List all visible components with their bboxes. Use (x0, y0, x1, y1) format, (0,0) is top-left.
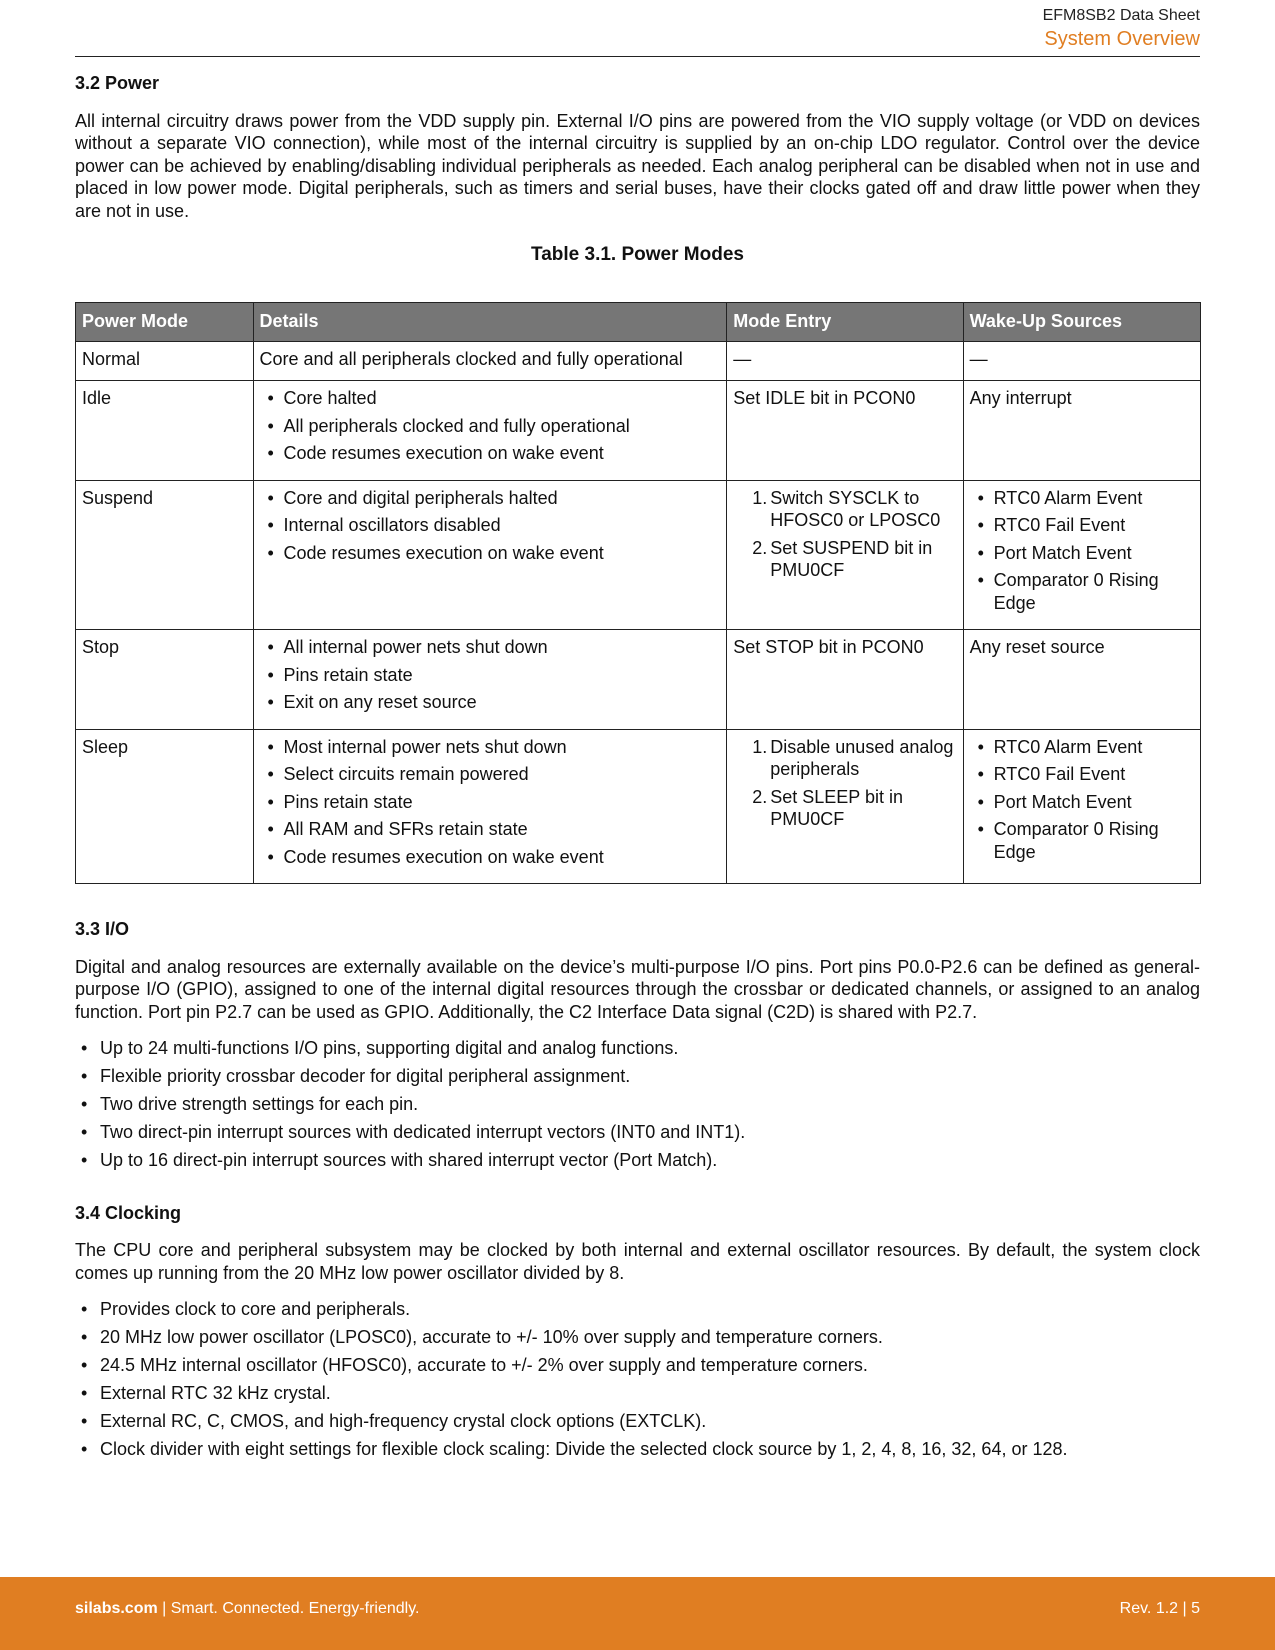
wake-cell: — (963, 341, 1200, 381)
table-title: Table 3.1. Power Modes (531, 244, 744, 265)
wake-cell: Any reset source (963, 630, 1200, 730)
wake-item: • Comparator 0 Rising Edge (970, 569, 1194, 614)
detail-item: • All peripherals clocked and fully operational (260, 415, 721, 438)
page-header (1043, 6, 1200, 52)
detail-item: • Pins retain state (260, 664, 721, 687)
wake-item: • RTC0 Alarm Event (970, 736, 1194, 759)
clocking-paragraph: The CPU core and peripheral subsystem may be clocked by both internal and external oscillator resources. By default, the system clock comes up running from the 20 MHz low power oscillator divided by 8. (75, 1240, 1200, 1283)
entry-cell: Set IDLE bit in PCON0 (727, 381, 963, 481)
detail-item: • Select circuits remain powered (260, 763, 721, 786)
list-item: • Up to 24 multi-functions I/O pins, supporting digital and analog functions. (75, 1037, 1200, 1060)
section-title: System Overview (1044, 28, 1200, 50)
detail-item: • Internal oscillators disabled (260, 514, 721, 537)
detail-item: • Core and digital peripherals halted (260, 487, 721, 510)
clocking-bullet-list (75, 1298, 1200, 1461)
detail-item: • Code resumes execution on wake event (260, 542, 721, 565)
col-header-mode-entry: Mode Entry (727, 302, 963, 341)
list-item: • Up to 16 direct-pin interrupt sources with shared interrupt vector (Port Match). (75, 1149, 1200, 1172)
io-paragraph: Digital and analog resources are externally available on the device’s multi-purpose I/O pins. Port pins P0.0-P2.6 can be defined as general-purpose I/O (GPIO), assigned to one of the internal digital resources through the crossbar or dedicated channels, or assigned to an analog function. Port pin P2.7 can be used as GPIO. Additionally, the C2 Interface Data signal (C2D) is shared with P2.7. (75, 956, 1200, 1022)
mode-cell: Stop (76, 630, 254, 730)
footer-revision: Rev. 1.2 | 5 (1119, 1600, 1200, 1617)
detail-item: • Pins retain state (260, 791, 721, 814)
details-cell (253, 480, 727, 630)
list-item: • External RTC 32 kHz crystal. (75, 1382, 1200, 1405)
details-cell: Core and all peripherals clocked and fully operational (253, 341, 727, 381)
io-bullet-list (75, 1037, 1200, 1172)
detail-item: • Core halted (260, 387, 721, 410)
entry-cell (727, 729, 963, 884)
detail-item: • All internal power nets shut down (260, 636, 721, 659)
detail-item: • Most internal power nets shut down (260, 736, 721, 759)
list-item: • Flexible priority crossbar decoder for digital peripheral assignment. (75, 1065, 1200, 1088)
power-modes-table (75, 302, 1201, 885)
list-item: • 20 MHz low power oscillator (LPOSC0), accurate to +/- 10% over supply and temperature corners. (75, 1326, 1200, 1349)
entry-step: 2. Set SLEEP bit in PMU0CF (752, 786, 903, 829)
wake-item: • RTC0 Alarm Event (970, 487, 1194, 510)
list-item: • Two direct-pin interrupt sources with dedicated interrupt vectors (INT0 and INT1). (75, 1121, 1200, 1144)
table-row (76, 341, 1201, 381)
table-row (76, 630, 1201, 730)
table-header-row (76, 302, 1201, 341)
list-item: • Provides clock to core and peripherals. (75, 1298, 1200, 1321)
mode-cell: Sleep (76, 729, 254, 884)
clocking-heading: 3.4 Clocking (75, 1202, 182, 1223)
wake-item: • Port Match Event (970, 542, 1194, 565)
entry-cell (727, 480, 963, 630)
wake-item: • RTC0 Fail Event (970, 514, 1194, 537)
details-cell (253, 729, 727, 884)
entry-step: 2. Set SUSPEND bit in PMU0CF (752, 537, 933, 580)
col-header-details: Details (253, 302, 727, 341)
wake-cell: Any interrupt (963, 381, 1200, 481)
doc-title: EFM8SB2 Data Sheet (1042, 7, 1200, 24)
details-cell (253, 630, 727, 730)
entry-step: 1. Disable unused analog peripherals (752, 736, 954, 779)
wake-item: • RTC0 Fail Event (970, 763, 1194, 786)
page-content (75, 62, 1200, 1477)
entry-step: 1. Switch SYSCLK to HFOSC0 or LPOSC0 (752, 487, 941, 530)
list-item: • External RC, C, CMOS, and high-frequency crystal clock options (EXTCLK). (75, 1410, 1200, 1433)
io-heading: 3.3 I/O (75, 919, 130, 939)
power-heading: 3.2 Power (75, 73, 160, 93)
detail-item: • All RAM and SFRs retain state (260, 818, 721, 841)
entry-cell: — (727, 341, 963, 381)
header-rule (75, 56, 1200, 57)
wake-item: • Comparator 0 Rising Edge (970, 818, 1194, 863)
wake-cell (963, 729, 1200, 884)
page-footer (0, 1577, 1275, 1650)
mode-cell: Normal (76, 341, 254, 381)
table-row (76, 480, 1201, 630)
col-header-power-mode: Power Mode (76, 302, 254, 341)
detail-item: • Code resumes execution on wake event (260, 846, 721, 869)
wake-item: • Port Match Event (970, 791, 1194, 814)
power-paragraph: All internal circuitry draws power from the VDD supply pin. External I/O pins are powered from the VIO supply voltage (or VDD on devices without a separate VIO connection), while most of the internal circuitry is supplied by an on-chip LDO regulator. Control over the device power can be achieved by enabling/disabling individual peripherals as needed. Each analog peripheral can be disabled when not in use and placed in low power mode. Digital peripherals, such as timers and serial buses, have their clocks gated off and draw little power when they are not in use. (75, 110, 1200, 221)
table-row (76, 381, 1201, 481)
list-item: • 24.5 MHz internal oscillator (HFOSC0), accurate to +/- 2% over supply and temperature corners. (75, 1354, 1200, 1377)
footer-site-link[interactable]: silabs.com (75, 1600, 158, 1617)
entry-cell: Set STOP bit in PCON0 (727, 630, 963, 730)
list-item: • Clock divider with eight settings for flexible clock scaling: Divide the selected clock source by 1, 2, 4, 8, 16, 32, 64, or 128. (75, 1438, 1200, 1461)
mode-cell: Suspend (76, 480, 254, 630)
col-header-wake-up-sources: Wake-Up Sources (963, 302, 1200, 341)
mode-cell: Idle (76, 381, 254, 481)
detail-item: • Code resumes execution on wake event (260, 442, 721, 465)
detail-item: • Exit on any reset source (260, 691, 721, 714)
details-cell (253, 381, 727, 481)
footer-tagline: | Smart. Connected. Energy-friendly. (157, 1600, 420, 1617)
list-item: • Two drive strength settings for each pin. (75, 1093, 1200, 1116)
table-row (76, 729, 1201, 884)
footer-left (75, 1600, 419, 1618)
wake-cell (963, 480, 1200, 630)
